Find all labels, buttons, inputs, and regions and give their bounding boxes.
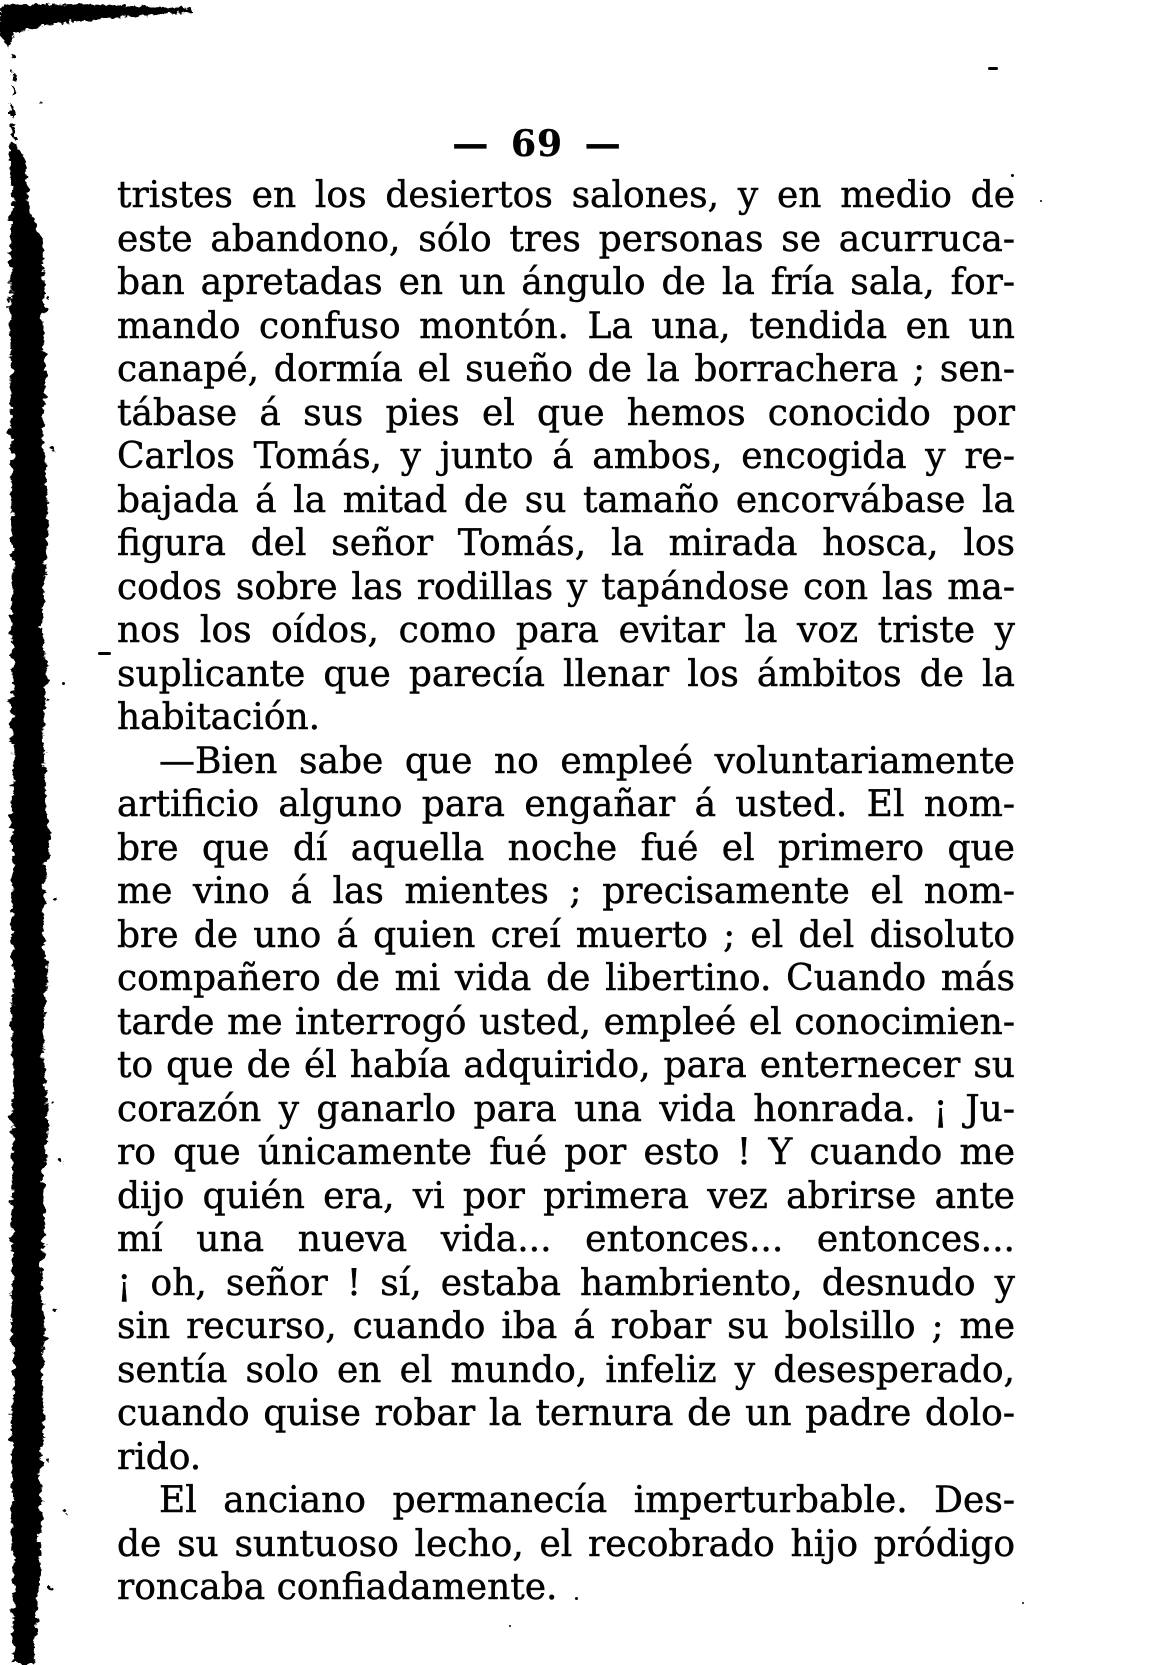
paragraph [117,174,1015,740]
text-line: ¡ oh, señor ! sí, estaba hambriento, desnudo y [117,1262,1015,1304]
text-line: cuando quise robar la ternura de un padre dolo- [117,1393,1015,1434]
text-line: sentía solo en el mundo, infeliz y desesperado, [117,1349,1015,1391]
ink-speck [988,67,998,70]
binding-shadow [0,60,80,1665]
text-line: tarde me interrogó usted, empleé el conocimien- [117,1001,1015,1043]
text-line: sin recurso, cuando iba á robar su bolsillo ; me [117,1306,1015,1347]
text-line: de su suntuoso lecho, el recobrado hijo pródigo [117,1523,1015,1565]
text-line: codos sobre las rodillas y tapándose con las ma- [117,566,1015,608]
ink-speck [1022,1602,1024,1604]
text-line: Carlos Tomás, y junto á ambos, encogida y re- [117,436,1015,477]
text-line: este abandono, sólo tres personas se acurruca- [117,218,1015,260]
page-number: — 69 — [452,123,622,165]
text-line: nos los oídos, como para evitar la voz triste y [117,610,1015,651]
paragraph [117,1479,1015,1610]
text-line: to que de él había adquirido, para enternecer su [117,1045,1015,1086]
text-line: figura del señor Tomás, la mirada hosca, los [117,523,1015,564]
text-line: roncaba confiadamente. [117,1567,558,1608]
text-line: dijo quién era, vi por primera vez abrirse ante [117,1175,1015,1217]
text-line: mando confuso montón. La una, tendida en un [117,305,1015,347]
paragraph [117,740,1015,1480]
ink-speck [98,652,111,655]
text-line: ro que únicamente fué por esto ! Y cuando me [117,1132,1015,1173]
text-line: bajada á la mitad de su tamaño encorvábase la [117,479,1015,521]
text-line: —Bien sabe que no empleé voluntariamente [159,740,1015,782]
text-line: bre de uno á quien creí muerto ; el del disoluto [117,914,1015,956]
text-line: ban apretadas en un ángulo de la fría sala, for- [117,262,1015,303]
ink-speck [509,1625,511,1627]
text-line: me vino á las mientes ; precisamente el nom- [117,871,1015,912]
text-line: habitación. [117,697,321,738]
text-line: bre que dí aquella noche fué el primero que [117,827,1015,869]
ink-speck [62,682,65,685]
text-line: mí una nueva vida... entonces... entonces... [117,1219,1015,1260]
text-line: El anciano permanecía imperturbable. Des- [159,1480,1015,1521]
text-line: rido. [117,1436,202,1478]
text-line: artificio alguno para engañar á usted. El nom- [117,784,1015,825]
text-line: suplicante que parecía llenar los ámbitos de la [117,653,1015,695]
text-line: corazón y ganarlo para una vida honrada. ¡ Ju- [117,1088,1015,1130]
page-text [117,174,1015,1610]
text-line: tristes en los desiertos salones, y en medio de [117,175,1015,216]
ink-speck [1040,200,1042,202]
text-line: tábase á sus pies el que hemos conocido por [117,392,1015,434]
text-line: canapé, dormía el sueño de la borrachera ; sen- [117,349,1015,390]
text-line: compañero de mi vida de libertino. Cuando más [117,958,1015,999]
